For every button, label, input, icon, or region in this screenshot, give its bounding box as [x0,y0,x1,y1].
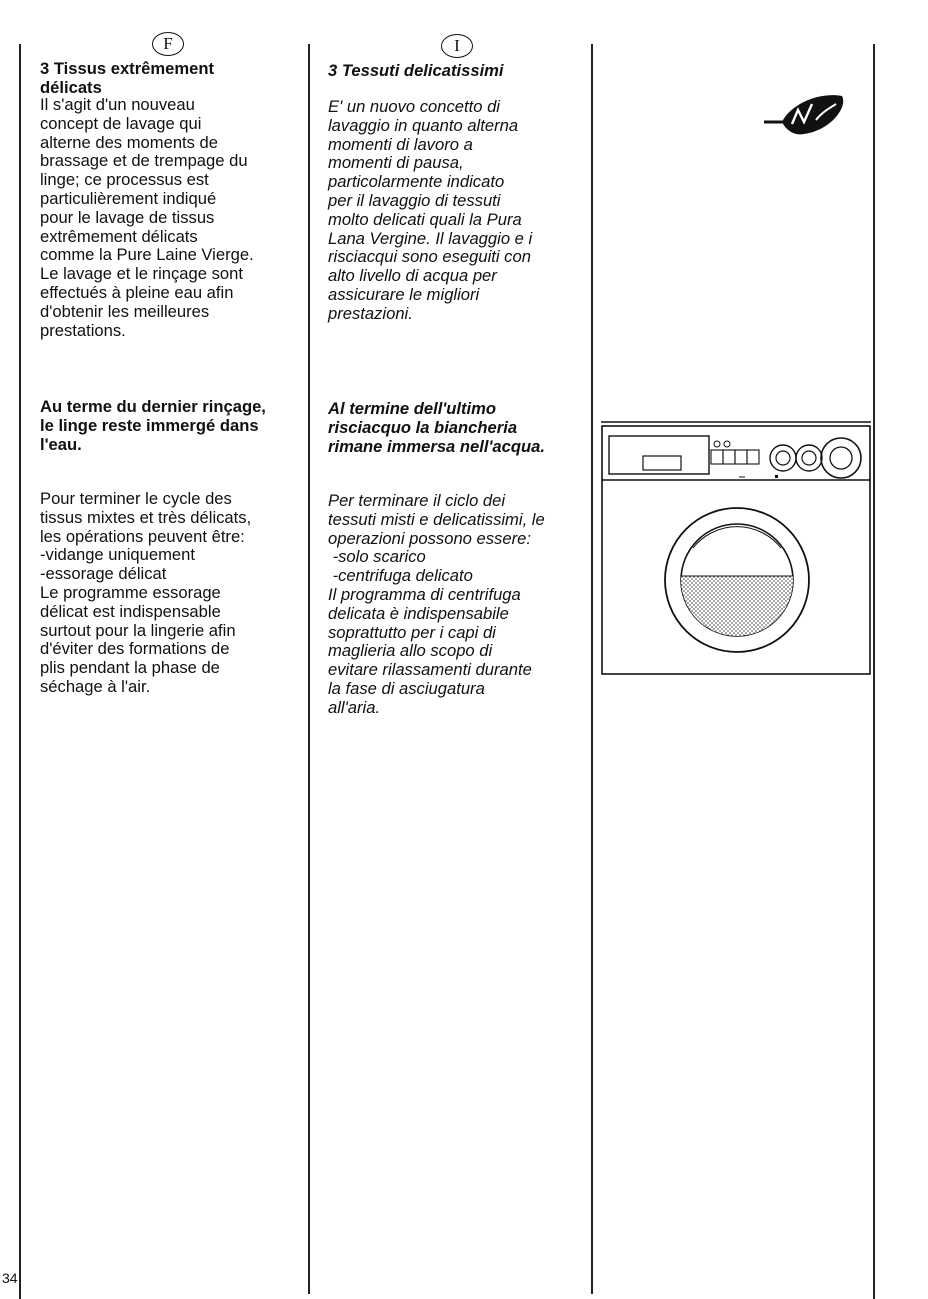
italian-intro-paragraph: E' un nuovo concetto di lavaggio in quanto alterna momenti di lavoro a momenti di pausa, particolarmente indicato per il lavaggio di tessuti molto delicati quali la Pura Lana Vergine. Il lavaggio e i risciacqui sono eseguiti con alto livello di acqua per assicurare le migliori prestazioni. [328,97,533,323]
washing-machine-illustration [601,420,873,676]
french-intro-paragraph: Il s'agit d'un nouveau concept de lavage qui alterne des moments de brassage et de trempage du linge; ce processus est particulièrement indiqué pour le lavage de tissus extrêmement délicats comme la Pure Laine Vierge. Le lavage et le rinçage sont effectués à pleine eau afin d'obtenir les meilleures prestations. [40,95,254,340]
italian-end-cycle-paragraph: Per terminare il ciclo dei tessuti misti e delicatissimi, le operazioni possono essere: -solo scarico -centrifuga delicato Il programma di centrifuga delicata è indispensabile soprattutto per i capi di maglieria allo scopo di evitare rilassamenti durante la fase di asciugatura all'aria. [328,491,545,717]
column-rule-left [19,44,21,1299]
french-heading: 3 Tissus extrêmement délicats [40,59,215,97]
wool-symbol-icon [762,92,852,142]
french-end-cycle-paragraph: Pour terminer le cycle des tissus mixtes et très délicats, les opérations peuvent être: -vidange uniquement -essorage délicat Le programme essorage délicat est indispensable surtout pour la lingerie afin d'éviter des formations de plis pendant la phase de séchage à l'air. [40,489,252,696]
french-rinse-note: Au terme du dernier rinçage, le linge reste immergé dans l'eau. [40,397,266,454]
italian-language-badge: I [441,34,473,58]
italian-rinse-note: Al termine dell'ultimo risciacquo la biancheria rimane immersa nell'acqua. [328,399,545,456]
italian-heading: 3 Tessuti delicatissimi [328,61,504,80]
column-rule-right-b [873,44,875,1299]
column-rule-middle [308,44,310,1294]
french-language-badge: F [152,32,184,56]
column-rule-right-a [591,44,593,1294]
page-number: 34 [2,1270,18,1286]
